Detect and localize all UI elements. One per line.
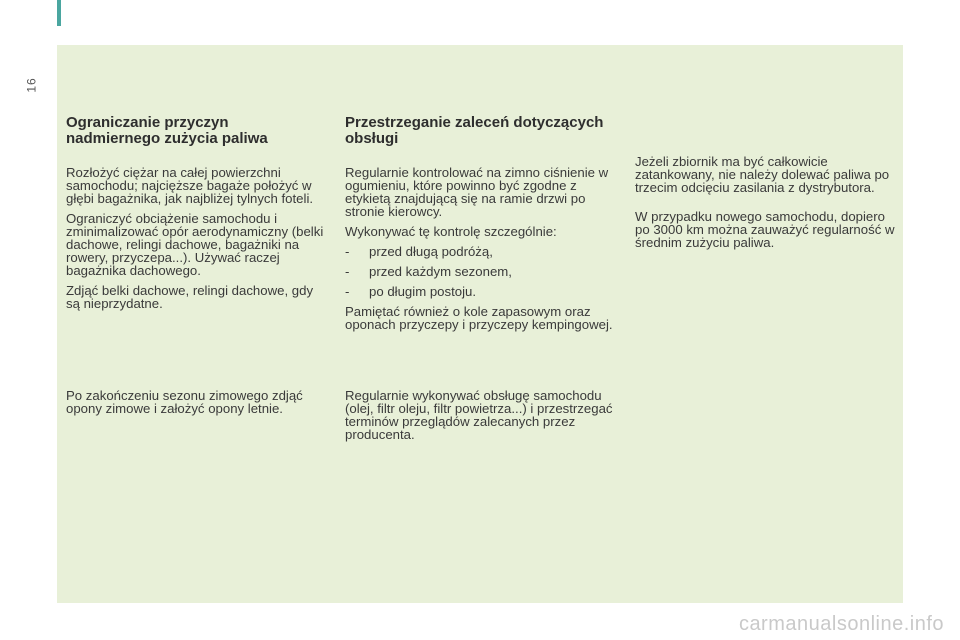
column-1-top	[66, 115, 326, 317]
paragraph: Zdjąć belki dachowe, relingi dachowe, gdy są nieprzydatne.	[66, 283, 314, 311]
paragraph: Regularnie kontrolować na zimno ciśnienie w ogumieniu, które powinno być zgodne z etykietą znajdującą się na ramie drzwi po stronie kierowcy.	[345, 165, 609, 219]
list-item: - po długim postoju.	[345, 284, 477, 299]
column-1-bottom	[66, 389, 326, 422]
list-item: - przed każdym sezonem,	[345, 264, 512, 279]
paragraph: W przypadku nowego samochodu, dopiero po 3000 km można zauważyć regularność w średnim zużyciu paliwa.	[635, 209, 895, 250]
paragraph: Regularnie wykonywać obsługę samochodu (olej, filtr oleju, filtr powietrza...) i przestrzegać terminów przeglądów zalecanych przez producenta.	[345, 388, 613, 442]
column-2-bottom	[345, 389, 613, 448]
watermark: carmanualsonline.info	[738, 613, 944, 635]
heading-fuel-consumption: Ograniczanie przyczyn nadmiernego zużycia paliwa	[66, 114, 268, 147]
paragraph: Rozłożyć ciężar na całej powierzchni samochodu; najcięższe bagaże położyć w głębi bagażnika, jak najbliżej tylnych foteli.	[66, 165, 314, 206]
column-2-top	[345, 115, 613, 338]
paragraph: Ograniczyć obciążenie samochodu i zminimalizować opór aerodynamiczny (belki dachowe, relingi dachowe, bagażniki na rowery, przyczepa...). Używać raczej bagażnika dachowego.	[66, 211, 324, 278]
accent-bar	[57, 0, 61, 26]
heading-maintenance: Przestrzeganie zaleceń dotyczących obsługi	[345, 114, 604, 147]
list-item: - przed długą podróżą,	[345, 244, 493, 259]
paragraph: Po zakończeniu sezonu zimowego zdjąć opony zimowe i założyć opony letnie.	[66, 388, 303, 416]
paragraph: Wykonywać tę kontrolę szczególnie:	[345, 224, 557, 239]
paragraph: Pamiętać również o kole zapasowym oraz oponach przyczepy i przyczepy kempingowej.	[345, 304, 613, 332]
page-number: 16	[24, 77, 39, 93]
paragraph: Jeżeli zbiornik ma być całkowicie zatankowany, nie należy dolewać paliwa po trzecim odcięciu zasilania z dystrybutora.	[635, 154, 890, 195]
column-3	[635, 155, 903, 256]
